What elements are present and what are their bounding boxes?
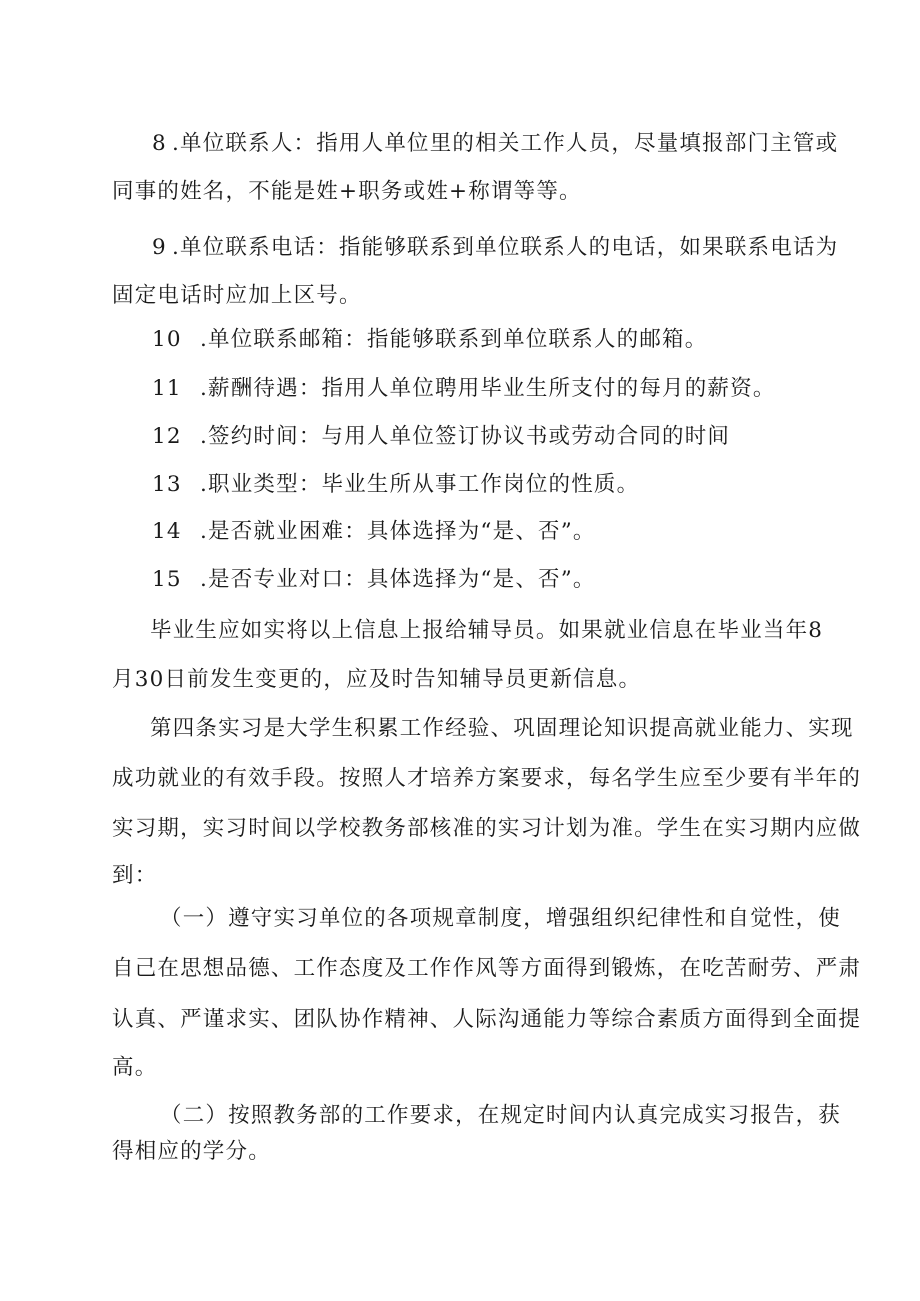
article4-line-4: 到：: [112, 863, 158, 888]
item-8-line-1: [152, 130, 838, 158]
sub2-line-2: 得相应的学分。: [112, 1139, 271, 1164]
item-text: .单位联系人：指用人单位里的相关工作人员，尽量填报部门主管或: [172, 131, 839, 156]
sub1-line-3: 认真、严谨求实、团队协作精神、人际沟通能力等综合素质方面得到全面提: [112, 1007, 862, 1032]
sub2-line-1: （二）按照教务部的工作要求，在规定时间内认真完成实习报告，获: [160, 1103, 842, 1128]
item-number: 13: [152, 472, 182, 497]
item-14: [152, 518, 596, 546]
item-number: 14: [152, 519, 182, 544]
article4-line-3: 实习期，实习时间以学校教务部核准的实习计划为准。学生在实习期内应做: [112, 816, 862, 841]
item-text: .薪酬待遇：指用人单位聘用毕业生所支付的每月的薪资。: [200, 376, 776, 401]
item-15: [152, 566, 596, 594]
item-number: 8: [152, 131, 167, 156]
item-text: .单位联系电话：指能够联系到单位联系人的电话，如果联系电话为: [172, 235, 839, 260]
item-number: 15: [152, 567, 182, 592]
item-9-line-2: 固定电话时应加上区号。: [112, 283, 362, 308]
report-para-line-2: 月30日前发生变更的，应及时告知辅导员更新信息。: [112, 667, 642, 692]
item-text: .职业类型：毕业生所从事工作岗位的性质。: [200, 472, 640, 497]
item-number: 9: [152, 235, 167, 260]
item-9-line-1: [152, 234, 838, 262]
item-text: .签约时间：与用人单位签订协议书或劳动合同的时间: [200, 424, 731, 449]
sub1-line-1: （一）遵守实习单位的各项规章制度，增强组织纪律性和自觉性，使: [160, 906, 842, 931]
item-text: .单位联系邮箱：指能够联系到单位联系人的邮箱。: [200, 327, 708, 352]
item-number: 12: [152, 424, 182, 449]
item-8-line-2: 同事的姓名，不能是姓+职务或姓+称谓等等。: [112, 179, 582, 204]
article4-line-1: 第四条实习是大学生积累工作经验、巩固理论知识提高就业能力、实现: [150, 716, 854, 741]
item-text: .是否专业对口：具体选择为“是、否”。: [200, 567, 596, 592]
item-12: [152, 423, 730, 451]
sub1-line-2: 自己在思想品德、工作态度及工作作风等方面得到锻炼，在吃苦耐劳、严肃: [112, 956, 862, 981]
item-text: .是否就业困难：具体选择为“是、否”。: [200, 519, 596, 544]
item-13: [152, 471, 639, 499]
item-10: [152, 326, 707, 354]
report-para-line-1: 毕业生应如实将以上信息上报给辅导员。如果就业信息在毕业当年8: [150, 618, 824, 643]
sub1-line-4: 高。: [112, 1055, 158, 1080]
item-number: 10: [152, 327, 182, 352]
item-11: [152, 375, 776, 403]
item-number: 11: [152, 376, 182, 401]
article4-line-2: 成功就业的有效手段。按照人才培养方案要求，每名学生应至少要有半年的: [112, 766, 862, 791]
